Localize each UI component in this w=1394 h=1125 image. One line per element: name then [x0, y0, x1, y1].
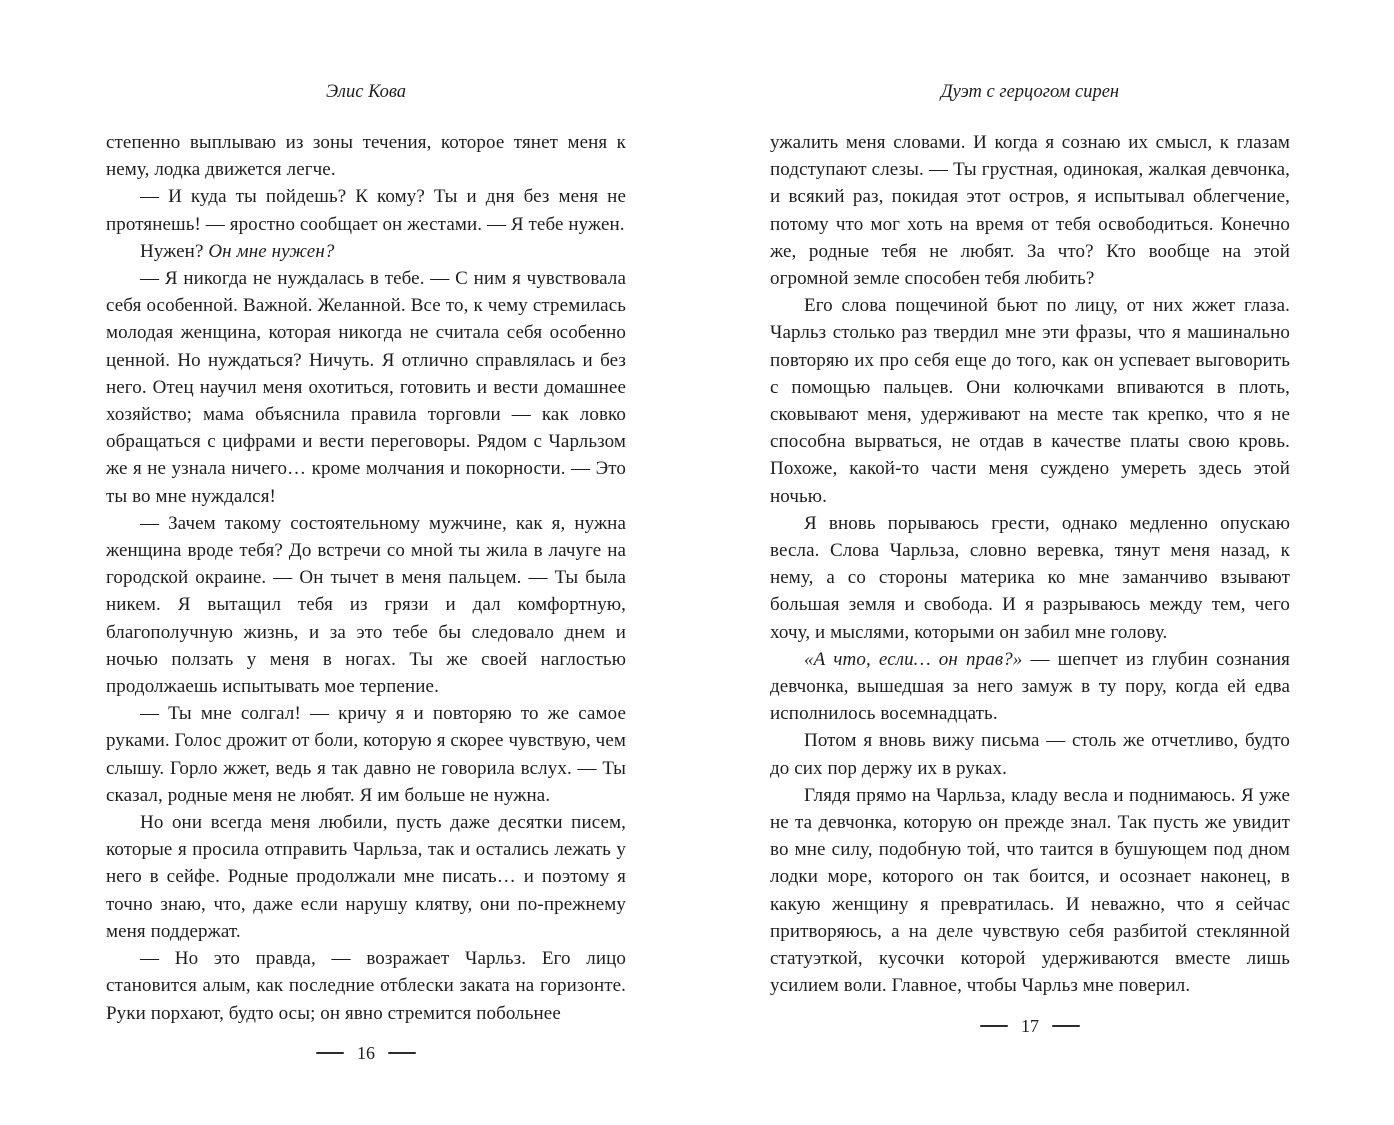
folio-rule-right [1052, 1025, 1080, 1027]
paragraph [106, 265, 626, 510]
folio-rule-left [980, 1025, 1008, 1027]
text-segment: Нужен? [140, 240, 209, 262]
paragraph [770, 129, 1290, 292]
paragraph [770, 727, 1290, 781]
running-head-author: Элис Кова [325, 82, 407, 102]
right-page-text [770, 129, 1290, 1000]
text-segment: Я вновь порываюсь грести, однако медленно опускаю весла. Слова Чарльза, словно веревка, тянут меня назад, к нему, а со стороны материка ко мне заманчиво взывают большая земля и свобода. И я разрываюсь между тем, чего хочу, и мыслями, которыми он забил мне голову. [770, 512, 1290, 643]
text-segment: Глядя прямо на Чарльза, кладу весла и поднимаюсь. Я уже не та девчонка, которую он прежде знал. Так пусть же увидит во мне силу, подобную той, что таится в бушующем под дном лодки море, которого он так боится, и осознает наконец, в какую женщину я превратилась. И неважно, что я сейчас притворяюсь, а на деле чувствую себя разбитой стеклянной статуэткой, кусочки которой удерживаются вместе лишь усилием воли. Главное, чтобы Чарльз мне поверил. [770, 784, 1290, 997]
folio-rule-left [316, 1052, 344, 1054]
text-segment: Потом я вновь вижу письма — столь же отчетливо, будто до сих пор держу их в руках. [770, 730, 1290, 779]
text-segment: Но они всегда меня любили, пусть даже десятки писем, которые я просила отправить Чарльза, так и остались лежать у него в сейфе. Родные продолжали мне писать… и поэтому я точно знаю, что, даже если нарушу клятву, они по-прежнему меня поддержат. [106, 812, 626, 942]
left-page-folio [106, 1043, 626, 1064]
running-head-title: Дуэт с герцогом сирен [940, 82, 1120, 102]
left-page [106, 82, 626, 1064]
italic-text-segment: Он мне нужен? [208, 240, 335, 262]
paragraph [106, 238, 626, 265]
paragraph [106, 510, 626, 700]
text-segment: — И куда ты пойдешь? К кому? Ты и дня без меня не протянешь! — яростно сообщает он жестами. — Я тебе нужен. [106, 186, 626, 235]
folio-rule-right [388, 1052, 416, 1054]
text-segment: — Но это правда, — возражает Чарльз. Его лицо становится алым, как последние отблески заката на горизонте. Руки порхают, будто осы; он явно стремится побольнее [106, 948, 626, 1024]
paragraph [770, 782, 1290, 1000]
paragraph [106, 809, 626, 945]
text-segment: — Ты мне солгал! — кричу я и повторяю то же самое руками. Голос дрожит от боли, которую я скорее чувствую, чем слышу. Горло жжет, ведь я так давно не говорила вслух. — Ты сказал, родные меня не любят. Я им больше не нужна. [106, 703, 626, 806]
text-segment: — шепчет из глубин сознания девчонка, вышедшая за него замуж в ту пору, когда ей едва исполнилось восемнадцать. [770, 648, 1290, 725]
paragraph [770, 292, 1290, 510]
right-page-number: 17 [1021, 1015, 1039, 1036]
paragraph [106, 700, 626, 809]
left-page-number: 16 [357, 1042, 375, 1063]
right-page [770, 82, 1290, 1037]
text-segment: — Зачем такому состоятельному мужчине, как я, нужна женщина вроде тебя? До встречи со мной ты жила в лачуге на городской окраине. — Он тычет в меня пальцем. — Ты была никем. Я вытащил тебя из грязи и дал комфортную, благополучную жизнь, и за это тебе бы следовало днем и ночью ползать у меня в ногах. Ты же своей наглостью продолжаешь испытывать мое терпение. [106, 512, 626, 698]
text-segment: Его слова пощечиной бьют по лицу, от них жжет глаза. Чарльз столько раз твердил мне эти фразы, что я машинально повторяю их про себя еще до того, как он успевает выговорить с помощью пальцев. Они колючками впиваются в плоть, сковывают меня, удерживают на месте так крепко, что я не способна вырваться, не отдав в качестве платы свою кровь. Похоже, какой-то части меня суждено умереть здесь этой ночью. [770, 295, 1290, 507]
italic-text-segment: «А что, если… он прав?» [804, 648, 1023, 670]
right-page-folio [770, 1016, 1290, 1037]
text-segment: — Я никогда не нуждалась в тебе. — С ним я чувствовала себя особенной. Важной. Желанной. Все то, к чему стремилась молодая женщина, которая никогда не считала себя особенно ценной. Но нуждаться? Ничуть. Я отлично справлялась и без него. Отец научил меня охотиться, готовить и вести домашнее хозяйство; мама объяснила правила торговли — как ловко обращаться с цифрами и вести переговоры. Рядом с Чарльзом же я не узнала ничего… кроме молчания и покорности. — Это ты во мне нуждался! [106, 268, 626, 507]
text-segment: ужалить меня словами. И когда я сознаю их смысл, к глазам подступают слезы. — Ты грустная, одинокая, жалкая девчонка, и всякий раз, покидая этот остров, я испытывал облегчение, потому что мог хоть на время от тебя освободиться. Конечно же, родные тебя не любят. За что? Кто вообще на этой огромной земле способен тебя любить? [770, 132, 1290, 290]
paragraph [770, 510, 1290, 646]
paragraph [106, 945, 626, 1027]
paragraph [770, 646, 1290, 728]
left-page-text [106, 129, 626, 1027]
text-segment: степенно выплываю из зоны течения, которое тянет меня к нему, лодка движется легче. [106, 132, 626, 181]
paragraph [106, 129, 626, 183]
paragraph [106, 183, 626, 237]
